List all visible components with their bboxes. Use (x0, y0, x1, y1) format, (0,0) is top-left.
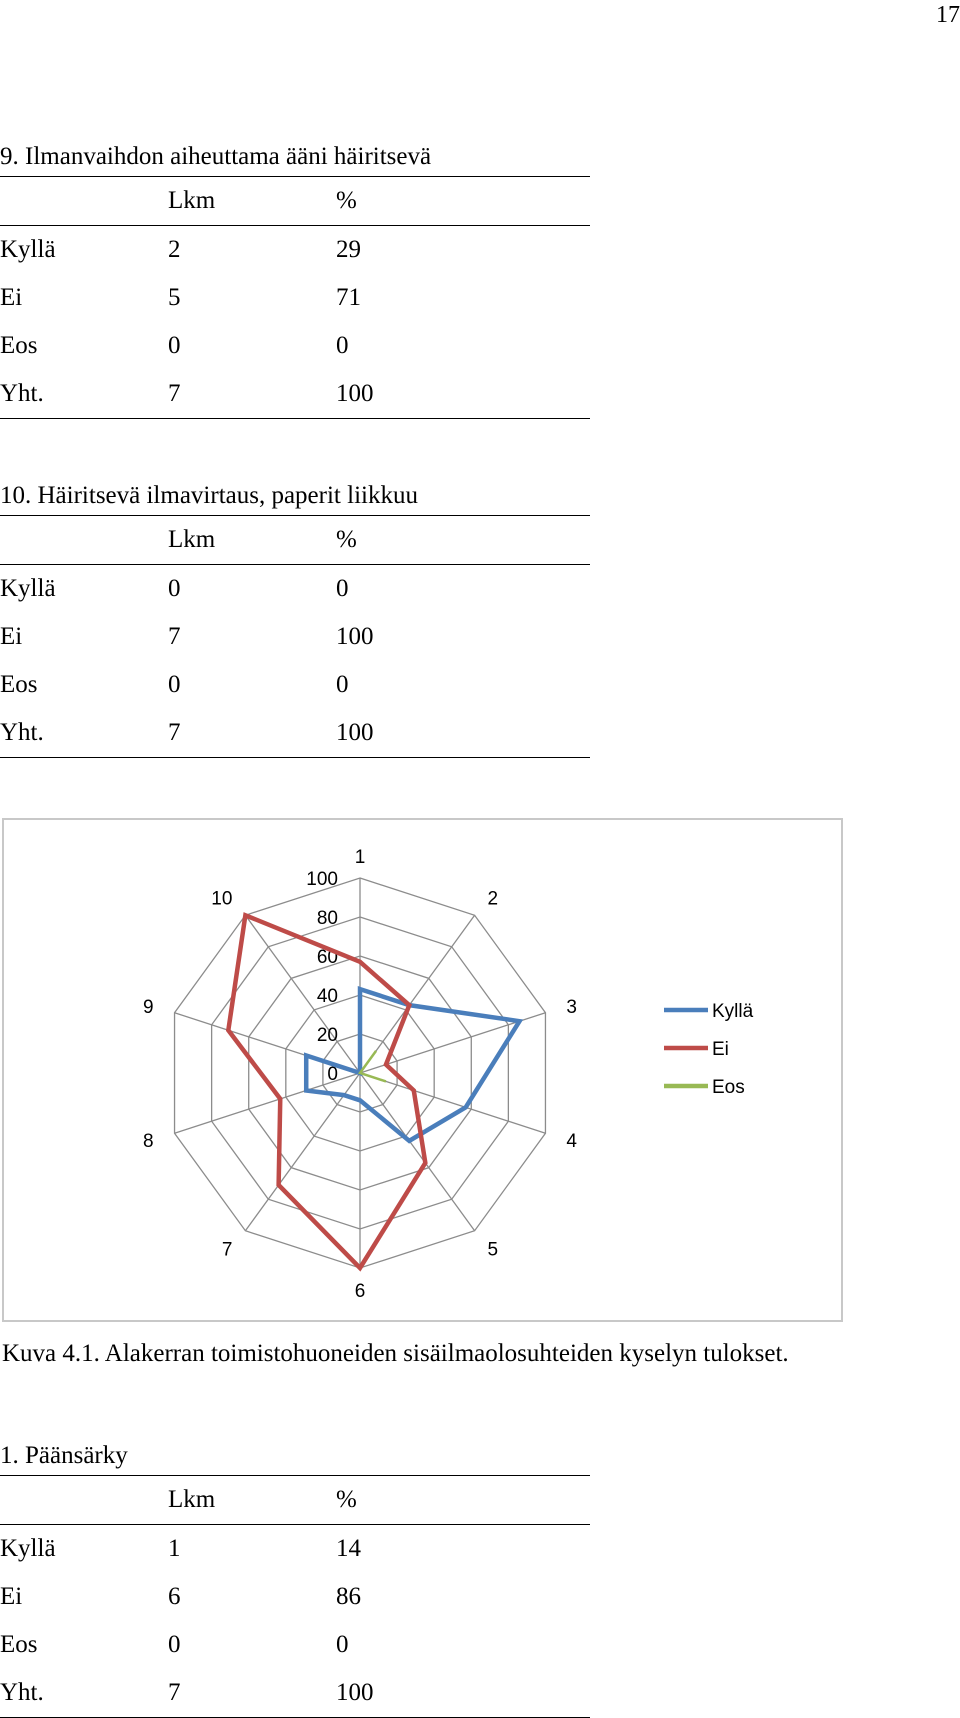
category-label: 4 (566, 1131, 577, 1153)
row-label: Ei (0, 1583, 23, 1610)
table-row (0, 1621, 590, 1669)
row-label: Yht. (0, 1679, 44, 1706)
category-label: 10 (211, 888, 233, 910)
row-label: Eos (0, 332, 38, 359)
table-header-row (0, 1476, 590, 1525)
figure-caption: Kuva 4.1. Alakerran toimistohuoneiden sisäilmaolosuhteiden kyselyn tulokset. (2, 1340, 789, 1367)
percent-cell: 0 (336, 1631, 349, 1658)
radar-chart (4, 820, 841, 1320)
table-row (0, 565, 590, 613)
percent-cell: 0 (336, 332, 349, 359)
header-cell: % (336, 187, 357, 214)
page-number: 17 (936, 2, 960, 28)
table-row (0, 226, 590, 274)
table-title: 10. Häiritsevä ilmavirtaus, paperit liikkuu (0, 477, 590, 516)
table-row (0, 1525, 590, 1573)
count-cell: 7 (168, 1679, 181, 1706)
row-label: Kyllä (0, 236, 56, 263)
count-cell: 7 (168, 380, 181, 407)
table-total-row (0, 370, 590, 419)
legend-label: Kyllä (712, 1001, 754, 1022)
header-cell: % (336, 1486, 357, 1513)
table-row (0, 274, 590, 322)
percent-cell: 100 (336, 1679, 374, 1706)
category-label: 2 (487, 888, 499, 910)
percent-cell: 0 (336, 671, 349, 698)
count-cell: 1 (168, 1535, 181, 1562)
radial-tick-label: 60 (316, 947, 338, 968)
table-header-row (0, 177, 590, 226)
radar-chart-frame (2, 818, 843, 1322)
row-label: Kyllä (0, 575, 56, 602)
header-cell: Lkm (168, 526, 216, 553)
table-question-9 (0, 138, 590, 419)
table-total-row (0, 709, 590, 758)
count-cell: 7 (168, 719, 181, 746)
count-cell: 7 (168, 623, 181, 650)
header-cell: Lkm (168, 1486, 216, 1513)
row-label: Yht. (0, 719, 44, 746)
category-label: 6 (354, 1281, 366, 1302)
category-label: 8 (143, 1131, 154, 1153)
percent-cell: 100 (336, 623, 374, 650)
count-cell: 0 (168, 575, 181, 602)
count-cell: 0 (168, 671, 181, 698)
table-question-10 (0, 477, 590, 758)
row-label: Kyllä (0, 1535, 56, 1562)
header-cell: % (336, 526, 357, 553)
radial-tick-label: 0 (327, 1064, 338, 1085)
category-label: 5 (487, 1239, 499, 1261)
category-label: 1 (354, 847, 366, 868)
header-cell: Lkm (168, 187, 216, 214)
table-title: 9. Ilmanvaihdon aiheuttama ääni häiritsevä (0, 138, 590, 177)
percent-cell: 0 (336, 575, 349, 602)
category-label: 3 (566, 996, 577, 1018)
table-row (0, 661, 590, 709)
count-cell: 5 (168, 284, 181, 311)
radial-tick-label: 20 (316, 1025, 338, 1046)
category-label: 7 (221, 1239, 233, 1261)
table-total-row (0, 1669, 590, 1718)
count-cell: 2 (168, 236, 181, 263)
table-row (0, 613, 590, 661)
radial-tick-label: 80 (316, 908, 338, 929)
count-cell: 0 (168, 1631, 181, 1658)
table-title: 1. Päänsärky (0, 1437, 590, 1476)
percent-cell: 86 (336, 1583, 361, 1610)
percent-cell: 100 (336, 380, 374, 407)
row-label: Eos (0, 671, 38, 698)
table-row (0, 1573, 590, 1621)
category-label: 9 (143, 996, 154, 1018)
percent-cell: 100 (336, 719, 374, 746)
percent-cell: 71 (336, 284, 361, 311)
table-question-1 (0, 1437, 590, 1718)
radial-tick-label: 100 (306, 869, 338, 890)
percent-cell: 14 (336, 1535, 361, 1562)
table-row (0, 322, 590, 370)
radar-spoke (360, 1073, 475, 1231)
count-cell: 6 (168, 1583, 181, 1610)
series-line-kyllä (306, 989, 519, 1141)
radial-tick-label: 40 (316, 986, 338, 1007)
legend-label: Eos (712, 1077, 745, 1098)
legend-label: Ei (712, 1039, 729, 1060)
table-header-row (0, 516, 590, 565)
row-label: Ei (0, 623, 23, 650)
row-label: Ei (0, 284, 23, 311)
row-label: Yht. (0, 380, 44, 407)
count-cell: 0 (168, 332, 181, 359)
percent-cell: 29 (336, 236, 361, 263)
row-label: Eos (0, 1631, 38, 1658)
